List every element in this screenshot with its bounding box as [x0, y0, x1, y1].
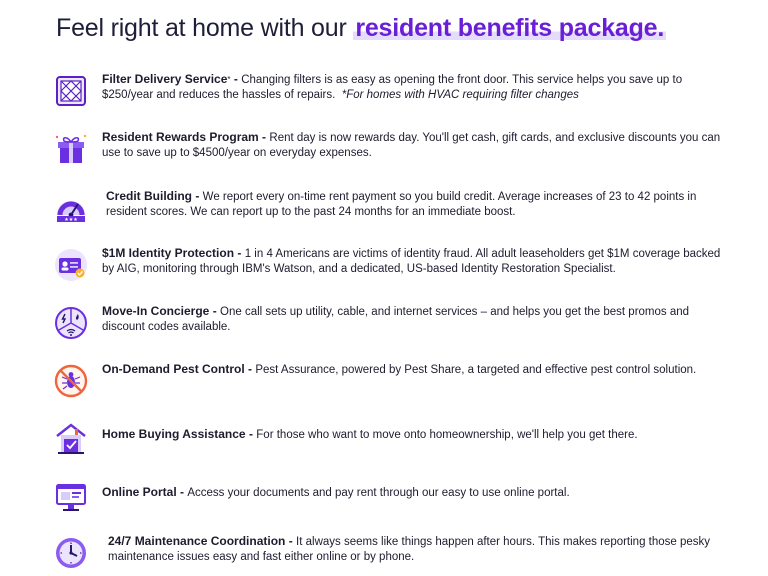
- benefit-text: [106, 189, 726, 220]
- benefit-filter-delivery: [54, 72, 754, 112]
- benefit-text: [102, 130, 722, 161]
- title-separator: -: [244, 362, 256, 376]
- benefit-description: One call sets up utility, cable, and internet services – and helps you get the best promos and discount codes available.: [102, 306, 690, 333]
- svg-text:★★★: ★★★: [64, 217, 78, 223]
- benefit-description: Changing filters is as easy as opening the front door. This service helps you save up to $250/year and reduces the hassles of repairs.: [102, 74, 683, 101]
- benefit-description: It always seems like things happen after hours. This makes reporting those pesky maintenance issues easy and fast either online or by phone.: [108, 536, 711, 563]
- title-separator: -: [258, 130, 270, 144]
- benefit-description: We report every on-time rent payment so you build credit. Average increases of 23 to 42 points in resident scores. We can report up to the past 24 months for an immediate boost.: [106, 191, 697, 218]
- monitor-portal-icon: [54, 480, 88, 514]
- benefit-move-in-concierge: [54, 304, 754, 344]
- benefit-title: On-Demand Pest Control: [102, 362, 245, 376]
- home-check-icon: [54, 422, 88, 456]
- benefit-description: Pest Assurance, powered by Pest Share, a targeted and effective pest control solution.: [255, 364, 697, 376]
- footnote-mark: *: [227, 75, 231, 84]
- utilities-icon: [54, 306, 88, 340]
- benefit-text: [102, 427, 722, 443]
- benefit-title: Online Portal: [102, 485, 177, 499]
- benefit-text: [102, 362, 722, 378]
- headline-accent: resident benefits package.: [355, 14, 665, 42]
- benefit-title: 24/7 Maintenance Coordination: [108, 534, 286, 548]
- benefit-home-buying: [54, 420, 754, 460]
- benefit-identity-protection: [54, 246, 754, 286]
- benefit-resident-rewards: [54, 130, 754, 170]
- benefit-credit-building: [54, 189, 754, 229]
- benefit-description: 1 in 4 Americans are victims of identity fraud. All adult leaseholders get $1M coverage backed by AIG, monitoring through IBM's Watson, and a dedicated, US-based Identity Restoration Specialist.: [102, 248, 721, 275]
- title-separator: -: [285, 534, 297, 548]
- title-separator: -: [192, 189, 203, 203]
- benefit-description: Access your documents and pay rent through our easy to use online portal.: [187, 487, 570, 499]
- benefit-text: [102, 485, 722, 501]
- headline-lead: Feel right at home with our: [56, 14, 347, 42]
- benefit-maintenance: [54, 534, 754, 574]
- clock-icon: [54, 536, 88, 570]
- title-separator: -: [245, 427, 257, 441]
- page-headline: [56, 14, 666, 43]
- title-separator: -: [230, 72, 242, 86]
- credit-gauge-icon: [54, 191, 88, 225]
- identity-card-icon: [54, 248, 88, 282]
- filter-icon: [54, 74, 88, 108]
- title-separator: -: [209, 304, 221, 318]
- benefit-text: [102, 246, 722, 277]
- gift-icon: [54, 132, 88, 166]
- benefit-online-portal: [54, 478, 754, 518]
- benefit-description: Rent day is now rewards day. You'll get cash, gift cards, and exclusive discounts you can use to save up to $4500/year on everyday expenses.: [102, 132, 721, 159]
- no-pests-icon: [54, 364, 88, 398]
- benefit-footnote: *For homes with HVAC requiring filter changes: [341, 89, 579, 101]
- benefit-title: $1M Identity Protection: [102, 246, 235, 260]
- title-separator: -: [176, 485, 188, 499]
- benefit-title: Home Buying Assistance: [102, 427, 246, 441]
- benefit-text: [102, 304, 722, 335]
- benefit-text: [108, 534, 728, 565]
- benefit-title: Filter Delivery Service: [102, 72, 228, 86]
- benefit-title: Credit Building: [106, 189, 192, 203]
- benefit-description: For those who want to move onto homeownership, we'll help you get there.: [256, 429, 638, 441]
- title-separator: -: [234, 246, 245, 260]
- benefit-title: Move-In Concierge: [102, 304, 210, 318]
- benefit-title: Resident Rewards Program: [102, 130, 259, 144]
- benefit-text: [102, 72, 722, 103]
- benefit-pest-control: [54, 362, 754, 402]
